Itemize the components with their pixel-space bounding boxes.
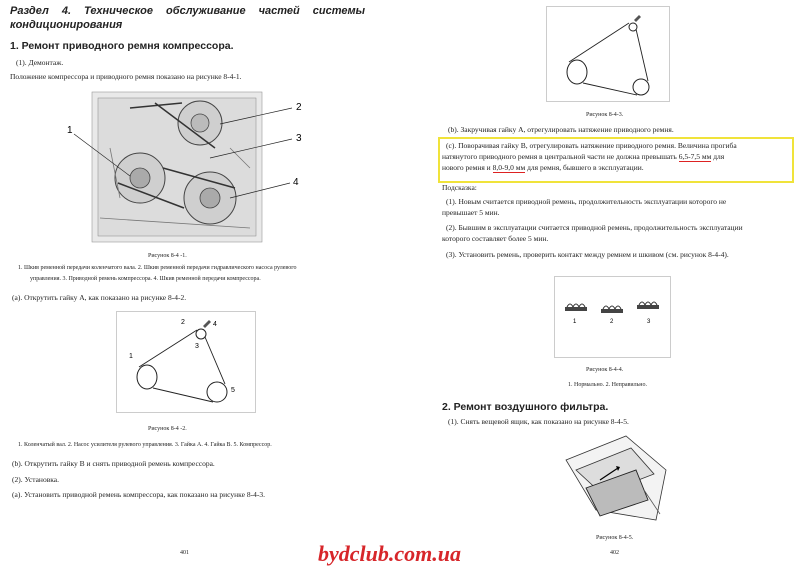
fig1-label-2: 2 — [296, 102, 302, 113]
fig4-caption: Рисунок 8-4-4. — [586, 367, 624, 373]
belt-profile-1 — [565, 304, 587, 311]
text-hint2-line2: которого составляет более 5 мин. — [442, 234, 549, 243]
text-hint1-line2: превышает 5 мин. — [442, 208, 500, 217]
fig2-label-2: 2 — [181, 319, 185, 326]
fig3-caption: Рисунок 8-4-3. — [586, 112, 624, 118]
value-used-belt: 8,0-9,0 мм — [492, 163, 526, 172]
figure-8-4-4 — [554, 276, 671, 358]
heading-air-filter: 2. Ремонт воздушного фильтра. — [442, 401, 609, 413]
text-hint1-line1: (1). Новым считается приводной ремень, продолжительность эксплуатации которого не — [446, 197, 727, 206]
text-filter-step: (1). Снять вещевой ящик, как показано на рисунке 8-4-5. — [448, 417, 629, 426]
text-disassembly: (1). Демонтаж. — [16, 58, 64, 67]
step-c-line2a: натянутого приводного ремня в центральной части не должна превышать — [442, 152, 679, 161]
figure-8-4-3 — [546, 6, 670, 102]
fig1-label-3: 3 — [296, 133, 302, 144]
fig2-label-5: 5 — [231, 387, 235, 394]
text-step-c-line1: (c). Поворачивая гайку B, отрегулировать натяжение приводного ремня. Величина прогиба — [446, 141, 737, 150]
step-c-line3a: нового ремня и — [442, 163, 493, 172]
heading-belt-repair: 1. Ремонт приводного ремня компрессора. — [10, 40, 234, 52]
figure-8-4-2 — [116, 311, 256, 413]
fig4-label-2: 2 — [610, 319, 614, 325]
value-new-belt: 6,5-7,5 мм — [678, 152, 712, 161]
text-install: (2). Установка. — [12, 475, 59, 484]
text-right-step-b: (b). Закручивая гайку A, отрегулировать натяжение приводного ремня. — [448, 125, 674, 134]
fig4-legend: 1. Нормально. 2. Неправильно. — [568, 382, 648, 388]
section-title: Раздел 4. Техническое обслуживание частей системы кондиционирования — [10, 5, 365, 31]
belt-profile-3 — [637, 302, 659, 309]
text-hint2-line1: (2). Бывшим в эксплуатации считается приводной ремень, продолжительность эксплуатации — [446, 223, 743, 232]
fig2-caption: Рисунок 8-4 -2. — [148, 426, 187, 432]
page-number-right: 402 — [610, 550, 619, 556]
fig1-label-1: 1 — [67, 125, 73, 136]
text-hint: Подсказка: — [442, 183, 477, 192]
text-hint3: (3). Установить ремень, проверить контакт между ремнем и шкивом (см. рисунок 8-4-4). — [446, 250, 729, 259]
fig2-label-1: 1 — [129, 353, 133, 360]
text-position: Положение компрессора и приводного ремня показано на рисунке 8-4-1. — [10, 72, 242, 81]
fig4-label-1: 1 — [573, 319, 577, 325]
belt-profile-2 — [601, 306, 623, 313]
text-step-c-line3 — [442, 162, 644, 173]
fig1-legend-line2: управления. 3. Приводной ремень компрессора. 4. Шкив ременной передачи компрессора. — [30, 276, 261, 282]
text-step-b: (b). Открутить гайку B и снять приводной ремень компрессора. — [12, 459, 215, 468]
fig2-label-4: 4 — [213, 321, 217, 328]
fig1-caption: Рисунок 8-4 -1. — [148, 253, 187, 259]
figure-8-4-1 — [60, 88, 320, 248]
text-step-a2: (a). Установить приводной ремень компрессора, как показано на рисунке 8-4-3. — [12, 490, 265, 499]
fig2-legend: 1. Коленчатый вал. 2. Насос усилителя рулевого управления. 3. Гайка A. 4. Гайка B. 5. Компрессор. — [18, 442, 272, 448]
fig1-legend-line1: 1. Шкив ременной передачи коленчатого вала. 2. Шкив ременной передачи гидравлического насоса рулевого — [18, 265, 297, 271]
watermark-logo: bydclub.com.ua — [318, 541, 461, 566]
fig2-label-3: 3 — [195, 343, 199, 350]
fig1-label-4: 4 — [293, 177, 299, 188]
text-step-a: (a). Открутить гайку A, как показано на рисунке 8-4-2. — [12, 293, 187, 302]
page-number-left: 401 — [180, 550, 189, 556]
figure-8-4-5 — [556, 430, 678, 526]
step-c-line2b: для — [711, 152, 725, 161]
fig5-caption: Рисунок 8-4-5. — [596, 535, 634, 541]
text-step-c-line2 — [442, 151, 724, 162]
fig4-label-3: 3 — [647, 319, 651, 325]
step-c-line3b: для ремня, бывшего в эксплуатации. — [525, 163, 644, 172]
